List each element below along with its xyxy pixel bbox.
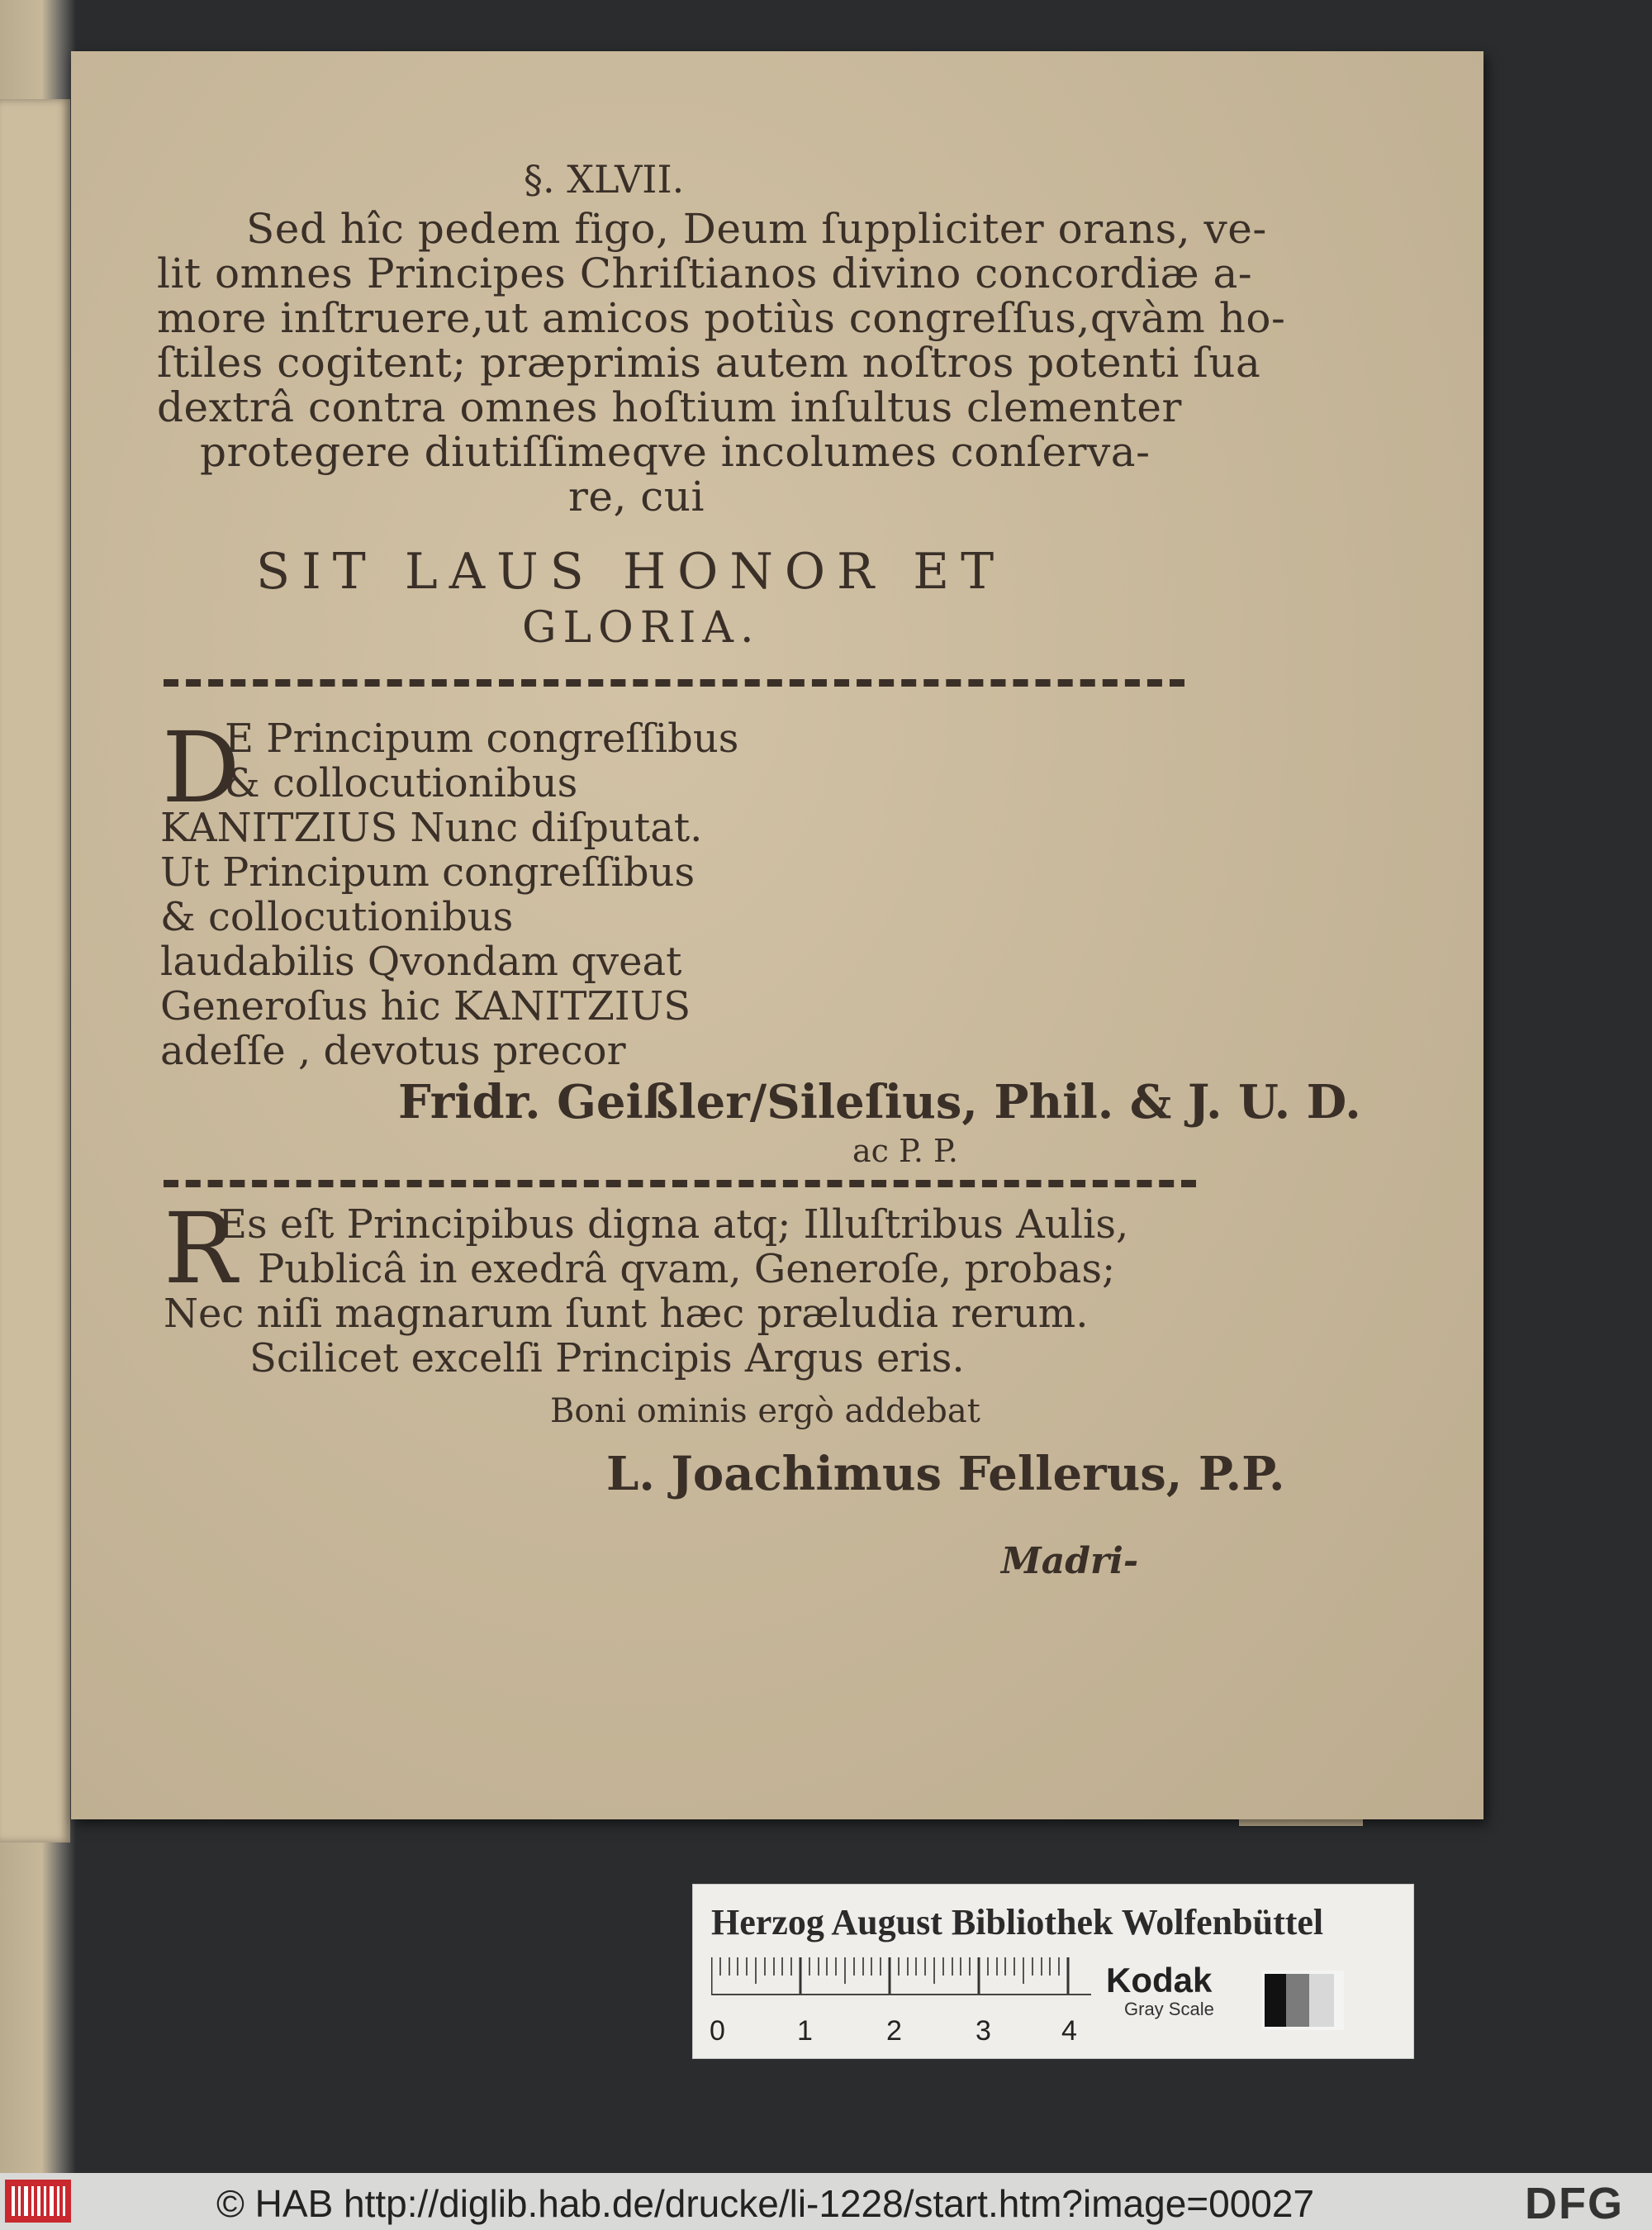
paragraph-line: protegere diutiſſimeqve incolumes conſerva- xyxy=(200,428,1151,476)
heading-line-2: GLORIA. xyxy=(522,603,761,653)
dropcap-r: R xyxy=(164,1191,237,1305)
paragraph-line: dextrâ contra omnes hoſtium inſultus clementer xyxy=(157,383,1182,431)
poem-line: E Principum congreſſibus xyxy=(225,716,739,762)
hab-barcode-logo-icon xyxy=(5,2180,71,2223)
ruler-number: 1 xyxy=(797,2015,813,2047)
ruler-number: 3 xyxy=(976,2015,991,2047)
dedication-note: Boni ominis ergò addebat xyxy=(550,1392,980,1430)
document-page xyxy=(71,51,1483,1819)
ruler-scale xyxy=(711,1957,1091,1995)
signature-fellerus: L. Joachimus Fellerus, P.P. xyxy=(606,1447,1285,1501)
signature-title: ac P. P. xyxy=(852,1133,958,1169)
facing-page-edge xyxy=(0,99,70,1842)
divider-rule xyxy=(164,679,1184,687)
dfg-logo: DFG xyxy=(1525,2179,1624,2228)
poem-line: Generoſus hic KANITZIUS xyxy=(160,983,691,1029)
library-name: Herzog August Bibliothek Wolfenbüttel xyxy=(711,1902,1324,1942)
poem-line: & collocutionibus xyxy=(160,894,514,940)
poem-line: KANITZIUS Nunc diſputat. xyxy=(160,805,703,851)
dropcap-d: D xyxy=(162,711,240,825)
kodak-brand: Kodak xyxy=(1106,1961,1213,1999)
signature-geissler: Fridr. Geißler/Sileſius, Phil. & J. U. D. xyxy=(398,1075,1361,1129)
ruler-number: 4 xyxy=(1061,2015,1077,2047)
ruler-number: 0 xyxy=(710,2015,725,2047)
paragraph-line: re, cui xyxy=(568,473,705,521)
poem-line: Ut Principum congreſſibus xyxy=(160,849,695,896)
footer-credit-link[interactable]: © HAB http://diglib.hab.de/drucke/li-1228/start.htm?image=00027 xyxy=(216,2182,1315,2225)
divider-rule xyxy=(164,1180,1196,1187)
paragraph-line: Sed hîc pedem figo, Deum ſuppliciter orans, ve- xyxy=(246,205,1267,253)
heading-line-1: SIT LAUS HONOR ET xyxy=(256,543,1006,601)
poem-line: adeſſe , devotus precor xyxy=(160,1028,626,1074)
poem-line: Scilicet excelſi Principis Argus eris. xyxy=(249,1335,965,1381)
poem-line: & collocutionibus xyxy=(225,760,578,806)
paragraph-line: lit omnes Principes Chriſtianos divino concordiæ a- xyxy=(157,250,1253,297)
poem-line: Es eſt Principibus digna atq; Illuſtribus Aulis, xyxy=(218,1201,1129,1248)
poem-line: Nec niſi magnarum ſunt hæc præludia rerum. xyxy=(164,1291,1089,1337)
footer-bar xyxy=(0,2173,1652,2230)
paragraph-line: more inſtruere,ut amicos potiùs congreſſus,qvàm ho- xyxy=(157,294,1286,342)
gray-scale-caption: Gray Scale xyxy=(1124,1999,1214,2019)
ruler-number: 2 xyxy=(886,2015,902,2047)
paragraph-line: ſtiles cogitent; præprimis autem noſtros potenti ſua xyxy=(157,339,1261,387)
gray-swatches xyxy=(1261,1971,1344,2030)
section-number: §. XLVII. xyxy=(524,157,685,202)
catchword: Madri- xyxy=(1001,1540,1139,1582)
poem-line: Publicâ in exedrâ qvam, Generoſe, probas; xyxy=(258,1246,1116,1292)
poem-line: laudabilis Qvondam qveat xyxy=(160,939,682,985)
library-label xyxy=(692,1884,1414,2059)
